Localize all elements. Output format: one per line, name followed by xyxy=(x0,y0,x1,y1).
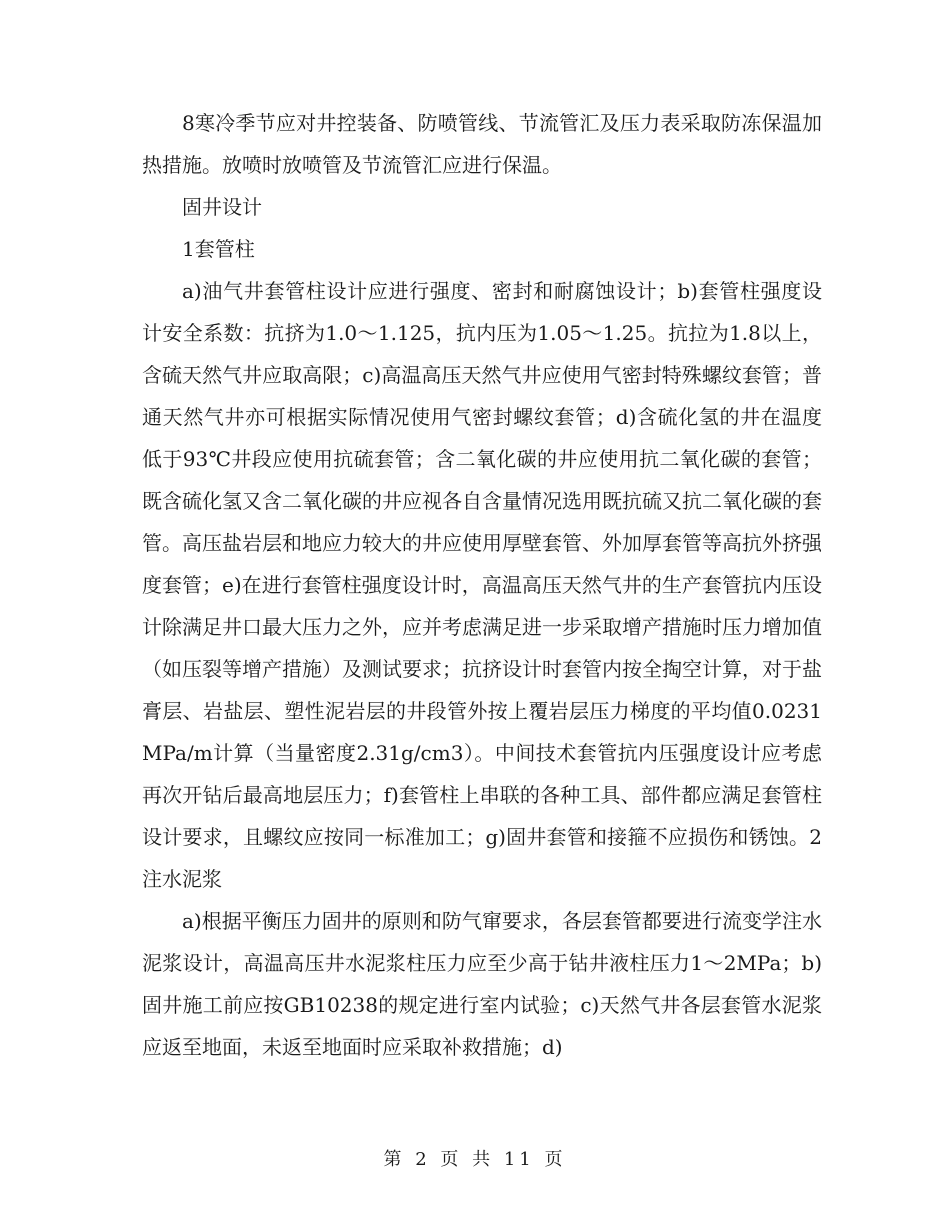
document-body xyxy=(142,102,822,1068)
paragraph-casing-design: a)油气井套管柱设计应进行强度、密封和耐腐蚀设计；b)套管柱强度设计安全系数：抗挤为1.0～1.125，抗内压为1.05～1.25。抗拉为1.8以上，含硫天然气井应取高限；c)高温高压天然气井应使用气密封特殊螺纹套管；普通天然气井亦可根据实际情况使用气密封螺纹套管；d)含硫化氢的井在温度低于93℃井段应使用抗硫套管；含二氧化碳的井应使用抗二氧化碳的套管；既含硫化氢又含二氧化碳的井应视各自含量情况选用既抗硫又抗二氧化碳的套管。高压盐岩层和地应力较大的井应使用厚壁套管、外加厚套管等高抗外挤强度套管；e)在进行套管柱强度设计时，高温高压天然气井的生产套管抗内压设计除满足井口最大压力之外，应并考虑满足进一步采取增产措施时压力增加值（如压裂等增产措施）及测试要求；抗挤设计时套管内按全掏空计算，对于盐膏层、岩盐层、塑性泥岩层的井段管外按上覆岩层压力梯度的平均值0.0231MPa/m计算（当量密度2.31g/cm3）。中间技术套管抗内压强度设计应考虑再次开钻后最高地层压力；f)套管柱上串联的各种工具、部件都应满足套管柱设计要求，且螺纹应按同一标准加工；g)固井套管和接箍不应损伤和锈蚀。2注水泥浆 xyxy=(142,279,822,891)
paragraph-cold-season: 8寒冷季节应对井控装备、防喷管线、节流管汇及压力表采取防冻保温加热措施。放喷时放喷管及节流管汇应进行保温。 xyxy=(142,111,822,177)
heading-cementing-design: 固井设计 xyxy=(182,195,262,219)
heading-casing-string: 1套管柱 xyxy=(182,237,255,261)
page-number-footer: 第 2 页 共 11 页 xyxy=(383,1149,567,1170)
paragraph-cement-slurry: a)根据平衡压力固井的原则和防气窜要求，各层套管都要进行流变学注水泥浆设计，高温高压井水泥浆柱压力应至少高于钻井液柱压力1～2MPa；b)固井施工前应按GB10238的规定进行室内试验；c)天然气井各层套管水泥浆应返至地面，未返至地面时应采取补救措施；d) xyxy=(142,909,822,1059)
